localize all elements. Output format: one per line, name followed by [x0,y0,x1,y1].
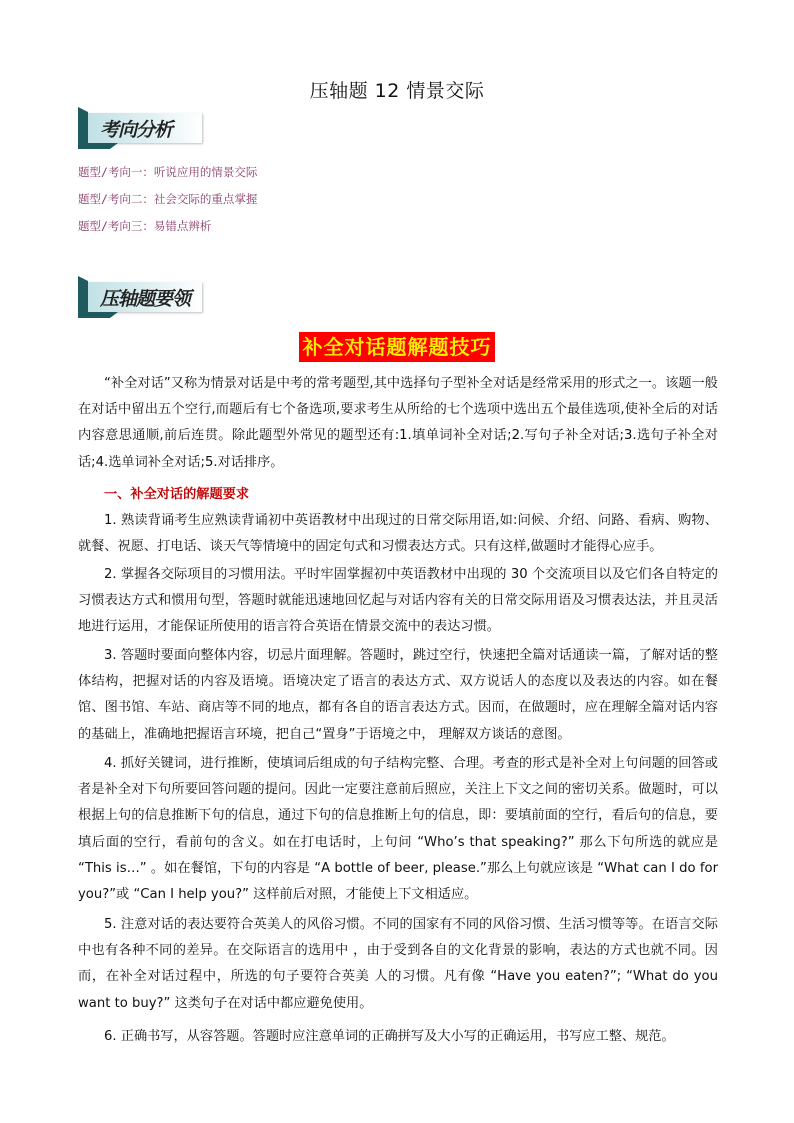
section-heading: 一、补全对话的解题要求 [104,487,250,502]
item-paragraph [78,643,718,748]
intro-text: “补全对话”又称为情景对话是中考的常考题型,其中选择句子型补全对话是经常采用的形式之一。该题一般在对话中留出五个空行,而题后有七个备选项,要求考生从所给的七个选项中选出五个最佳选项,使补全后的对话内容意思通顺,前后连贯。除此题型外常见的题型还有:1.填单词补全对话;2.写句子补全对话;3.选句子补全对话;4.选单词补全对话;5.对话排序。 [78,376,718,470]
item-text: 5. 注意对话的表达要符合英美人的风俗习惯。不同的国家有不同的风俗习惯、生活习惯等等。在语言交际中也有各种不同的差异。在交际语言的选用中 ，由于受到各自的文化背景的影响，表达的方式也就不同。因而，在补全对话过程中，所选的句子要符合英美 人的习惯。凡有像 “Have you eaten?”; “What do you want to buy?” 这类句子在对话中都应避免使用。 [78,917,718,1011]
banner-accent-icon [78,276,88,318]
item-paragraph [78,1024,718,1050]
item-text: 4. 抓好关键词，进行推断，使填词后组成的句子结构完整、合理。考查的形式是补全对上句问题的回答或者是补全对下句所要回答问题的提问。因此一定要注意前后照应，关注上下文之间的密切关系。做题时，可以根据上句的信息推断下句的信息，通过下句的信息推断上句的信息，即：要填前面的空行，看后句的信息，要填后面的空行，看前句的含义。如在打电话时，上句问 “Who’s that speaking?” 那么下句所选的就应是 “This is…” 。如在餐馆，下句的内容是 “A bottle of beer, please.”那么上句就应该是 “What can I do for you?”或 “Can I help you?” 这样前后对照，才能使上下文相适应。 [78,756,718,903]
item-paragraph [78,751,718,908]
item-paragraph [78,508,718,560]
item-text: 1. 熟读背诵考生应熟读背诵初中英语教材中出现过的日常交际用语,如:问候、介绍、问路、看病、购物、就餐、祝愿、打电话、谈天气等情境中的固定句式和习惯表达方式。只有这样,做题时才能得心应手。 [78,513,718,555]
item-paragraph [78,562,718,641]
banner-label: 考向分析 [100,119,173,141]
section-banner-essentials [78,276,218,322]
topic-item: 题型/考向二：社会交际的重点掌握 [78,192,258,206]
highlight-title: 补全对话题解题技巧 [299,332,495,362]
topic-item: 题型/考向一：听说应用的情景交际 [78,165,258,179]
item-text: 3. 答题时要面向整体内容，切忌片面理解。答题时，跳过空行，快速把全篇对话通读一篇，了解对话的整体结构，把握对话的内容及语境。语境决定了语言的表达方式、双方说话人的态度以及表达的内容。如在餐馆、图书馆、车站、商店等不同的地点，都有各自的语言表达方式。因而，在做题时，应在理解全篇对话内容的基础上，准确地把握语言环境，把自己“置身”于语境之中， 理解双方谈话的意图。 [78,648,718,742]
topic-item: 题型/考向三：易错点辨析 [78,219,212,233]
section-banner-analysis [78,107,218,153]
item-text: 6. 正确书写，从容答题。答题时应注意单词的正确拼写及大小写的正确运用，书写应工整、规范。 [104,1029,675,1044]
banner-label: 压轴题要领 [100,288,191,310]
banner-accent-icon [78,107,88,149]
item-text: 2. 掌握各交际项目的习惯用法。平时牢固掌握初中英语教材中出现的 30 个交流项目以及它们各自特定的习惯表达方式和惯用句型，答题时就能迅速地回忆起与对话内容有关的日常交际用语及习惯表达法，并且灵活地进行运用，才能保证所使用的语言符合英语在情景交流中的表达习惯。 [78,567,718,635]
intro-paragraph [78,371,718,476]
item-paragraph [78,912,718,1017]
page-title: 压轴题 12 情景交际 [309,80,485,102]
